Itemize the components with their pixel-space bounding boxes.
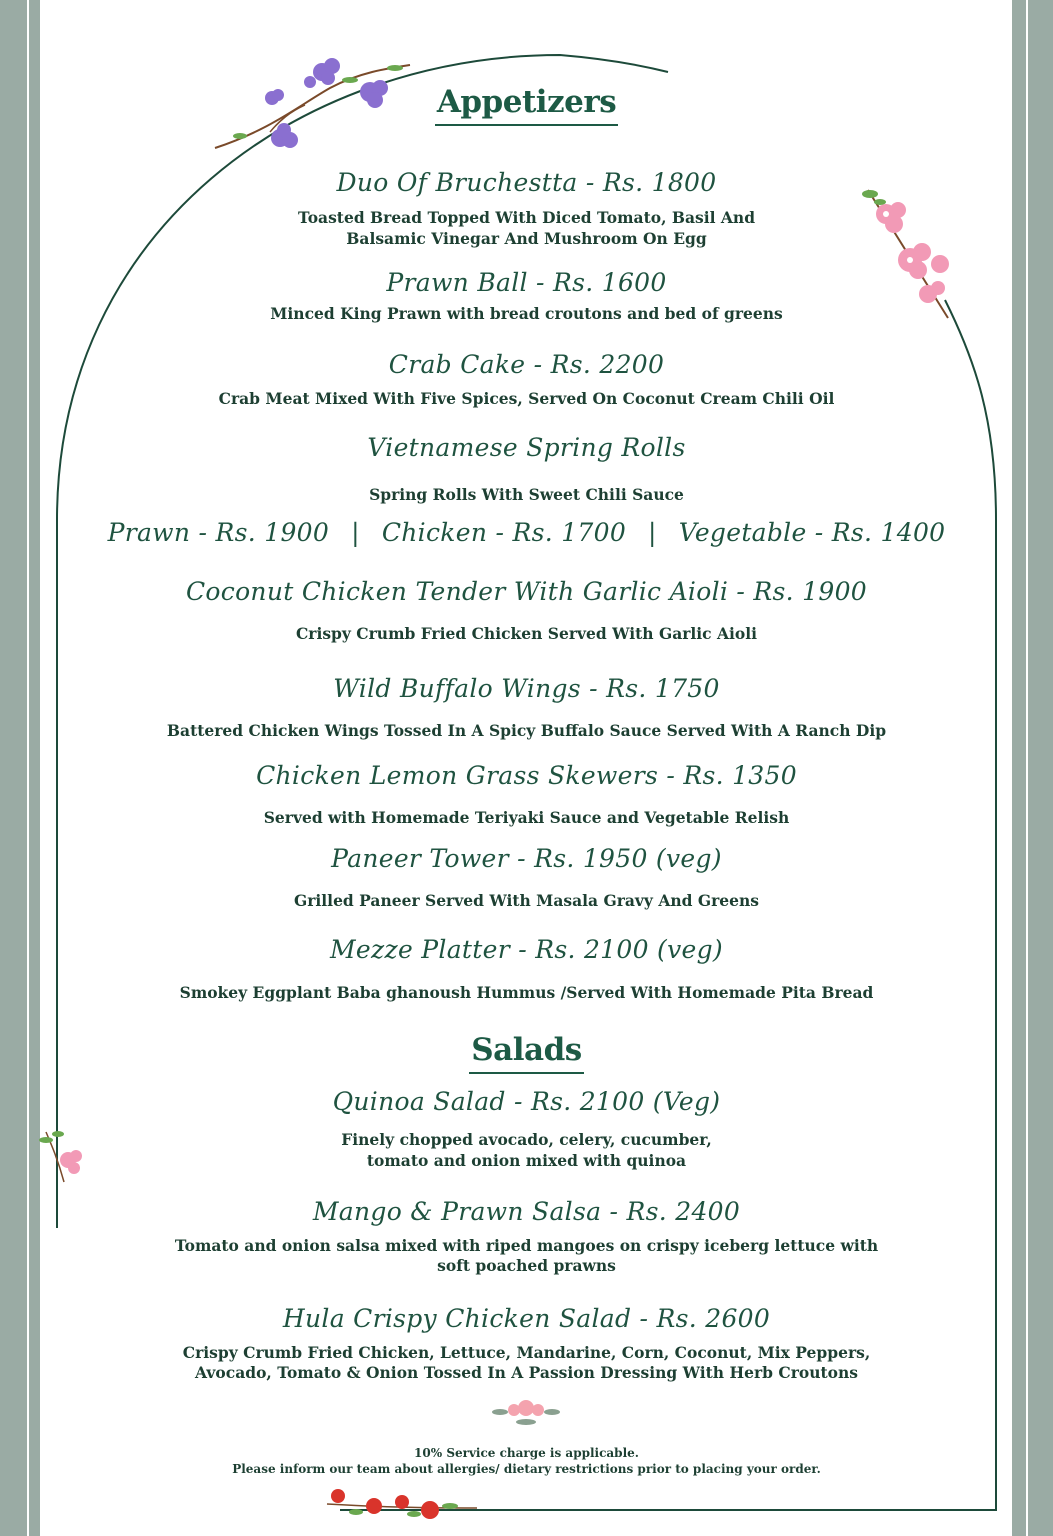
service-charge-note: 10% Service charge is applicable. — [414, 1446, 639, 1460]
menu-item-description: soft poached prawns — [437, 1256, 616, 1275]
menu-item-description: Balsamic Vinegar And Mushroom On Egg — [346, 229, 707, 248]
menu-item-description: Spring Rolls With Sweet Chili Sauce — [369, 485, 684, 504]
menu-item-description: Battered Chicken Wings Tossed In A Spicy Buffalo Sauce Served With A Ranch Dip — [166, 721, 887, 740]
menu-item-description: Crispy Crumb Fried Chicken Served With Garlic Aioli — [295, 624, 758, 643]
variant-prawn-price: Prawn - Rs. 1900 — [107, 518, 330, 547]
allergy-note: Please inform our team about allergies/ dietary restrictions prior to placing your order. — [232, 1462, 821, 1476]
menu-item-description: Minced King Prawn with bread croutons and bed of greens — [270, 304, 783, 323]
menu-item-description: Crispy Crumb Fried Chicken, Lettuce, Mandarine, Corn, Coconut, Mix Peppers, — [182, 1343, 871, 1362]
menu-item-name: Hula Crispy Chicken Salad - Rs. 2600 — [282, 1304, 771, 1333]
salads-heading-text: Salads — [469, 1032, 583, 1074]
menu-item-name: Mezze Platter - Rs. 2100 (veg) — [330, 935, 723, 964]
menu-item-description: Crab Meat Mixed With Five Spices, Served On Coconut Cream Chili Oil — [218, 389, 835, 408]
menu-item-name: Coconut Chicken Tender With Garlic Aioli - Rs. 1900 — [186, 577, 867, 606]
pink-flower-branch-decoration — [858, 182, 958, 322]
salads-heading — [0, 1032, 1053, 1074]
red-flower-branch-decoration — [322, 1484, 482, 1528]
variant-separator: | — [351, 518, 360, 547]
menu-item-name: Paneer Tower - Rs. 1950 (veg) — [331, 844, 722, 873]
variant-vegetable-price: Vegetable - Rs. 1400 — [678, 518, 946, 547]
menu-item-description: Avocado, Tomato & Onion Tossed In A Passion Dressing With Herb Croutons — [195, 1363, 858, 1382]
menu-item-description: Served with Homemade Teriyaki Sauce and Vegetable Relish — [263, 808, 790, 827]
menu-item-description: Tomato and onion salsa mixed with riped mangoes on crispy iceberg lettuce with — [174, 1236, 879, 1255]
menu-item-name: Crab Cake - Rs. 2200 — [388, 350, 665, 379]
menu-item-description: Finely chopped avocado, celery, cucumber, — [341, 1130, 712, 1149]
flower-divider-ornament — [490, 1394, 562, 1428]
menu-item-name: Prawn Ball - Rs. 1600 — [386, 268, 667, 297]
menu-item-description: Grilled Paneer Served With Masala Gravy And Greens — [294, 891, 759, 910]
menu-item-name: Quinoa Salad - Rs. 2100 (Veg) — [332, 1087, 721, 1116]
spring-roll-variants — [0, 518, 1053, 547]
appetizers-heading-text: Appetizers — [435, 84, 618, 126]
menu-item-description: tomato and onion mixed with quinoa — [366, 1151, 687, 1170]
menu-item-description: Smokey Eggplant Baba ghanoush Hummus /Served With Homemade Pita Bread — [179, 983, 874, 1002]
variant-chicken-price: Chicken - Rs. 1700 — [381, 518, 627, 547]
variant-separator: | — [648, 518, 657, 547]
menu-item-description: Toasted Bread Topped With Diced Tomato, Basil And — [297, 208, 756, 227]
menu-item-name: Wild Buffalo Wings - Rs. 1750 — [333, 674, 720, 703]
menu-item-name: Duo Of Bruchestta - Rs. 1800 — [336, 168, 717, 197]
menu-item-name: Mango & Prawn Salsa - Rs. 2400 — [312, 1197, 741, 1226]
menu-item-name: Vietnamese Spring Rolls — [367, 433, 686, 462]
menu-item-name: Chicken Lemon Grass Skewers - Rs. 1350 — [256, 761, 797, 790]
appetizers-heading — [0, 84, 1053, 126]
